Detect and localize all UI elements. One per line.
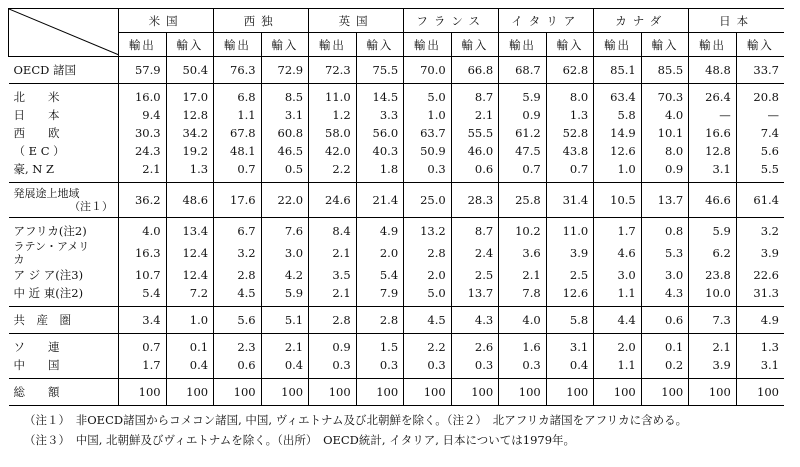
value-cell: 5.9 [499,84,547,107]
row-label [9,240,119,266]
row-label: 豪, N Z [13,162,55,176]
value-cell: 1.7 [119,356,167,379]
value-cell: 12.8 [689,142,737,160]
value-cell: 72.9 [261,57,309,84]
value-cell: 2.8 [309,307,357,334]
value-cell: 0.6 [641,307,689,334]
value-cell: 61.2 [499,124,547,142]
value-cell: 4.9 [356,218,404,241]
diagonal-line [9,9,119,55]
value-cell: 3.9 [736,240,784,266]
value-cell: 10.2 [499,218,547,241]
value-cell: 7.8 [499,284,547,307]
value-cell: 1.3 [736,334,784,357]
value-cell: 63.4 [594,84,642,107]
import-header: 輸入 [546,33,594,57]
value-cell: 33.7 [736,57,784,84]
value-cell: 1.3 [546,106,594,124]
value-cell: 21.4 [356,183,404,218]
import-header: 輸入 [261,33,309,57]
value-cell: 1.0 [166,307,214,334]
value-cell: 3.6 [499,240,547,266]
value-cell: 13.7 [641,183,689,218]
value-cell: 13.2 [404,218,452,241]
value-cell: 0.3 [404,356,452,379]
value-cell: 3.2 [214,240,262,266]
value-cell: 70.0 [404,57,452,84]
value-cell: 2.1 [309,284,357,307]
value-cell: 100 [641,379,689,406]
value-cell: 42.0 [309,142,357,160]
value-cell: 5.8 [594,106,642,124]
value-cell: 7.9 [356,284,404,307]
value-cell: 48.1 [214,142,262,160]
value-cell: 2.6 [451,334,499,357]
value-cell: 13.7 [451,284,499,307]
value-cell: 100 [546,379,594,406]
value-cell: 8.0 [546,84,594,107]
trade-share-table [8,8,784,406]
value-cell: 100 [166,379,214,406]
value-cell: 2.1 [119,160,167,183]
value-cell: 7.2 [166,284,214,307]
value-cell: 52.8 [546,124,594,142]
value-cell: 63.7 [404,124,452,142]
row-label: 北 米 [9,84,119,107]
table-row [9,266,785,284]
value-cell: 100 [404,379,452,406]
value-cell: 1.6 [499,334,547,357]
value-cell: 5.0 [404,284,452,307]
value-cell: 16.0 [119,84,167,107]
row-label-line2: （注１） [69,200,114,213]
value-cell: 2.4 [451,240,499,266]
table-row [9,218,785,241]
table-row [9,84,785,107]
value-cell: 4.4 [594,307,642,334]
country-header: カナダ [594,9,689,33]
import-header: 輸入 [356,33,404,57]
corner-cell [9,9,119,57]
value-cell: 66.8 [451,57,499,84]
value-cell: 10.0 [689,284,737,307]
value-cell: 100 [689,379,737,406]
value-cell: 1.1 [214,106,262,124]
value-cell: 0.4 [546,356,594,379]
value-cell: 60.8 [261,124,309,142]
row-label: 西 欧 [13,126,60,140]
value-cell: 2.8 [214,266,262,284]
value-cell: 2.8 [356,307,404,334]
value-cell: 85.1 [594,57,642,84]
value-cell: 12.4 [166,266,214,284]
row-label: 共 産 圏 [9,307,119,334]
value-cell: 0.3 [404,160,452,183]
value-cell: 100 [736,379,784,406]
table-body [9,57,785,406]
value-cell: 1.2 [309,106,357,124]
value-cell: 2.0 [594,334,642,357]
table-row [9,124,785,142]
table-row [9,183,785,218]
value-cell: 8.5 [261,84,309,107]
export-header: 輸出 [594,33,642,57]
value-cell: 72.3 [309,57,357,84]
value-cell: 3.5 [309,266,357,284]
value-cell: 100 [594,379,642,406]
value-cell: 8.7 [451,84,499,107]
value-cell: 4.5 [214,284,262,307]
export-header: 輸出 [499,33,547,57]
export-header: 輸出 [214,33,262,57]
value-cell: 11.0 [309,84,357,107]
value-cell: 0.8 [641,218,689,241]
value-cell: 13.4 [166,218,214,241]
value-cell: 2.1 [451,106,499,124]
value-cell: 100 [214,379,262,406]
value-cell: — [689,106,737,124]
value-cell: — [736,106,784,124]
value-cell: 17.0 [166,84,214,107]
value-cell: 2.1 [499,266,547,284]
value-cell: 22.0 [261,183,309,218]
value-cell: 47.5 [499,142,547,160]
value-cell: 46.6 [689,183,737,218]
value-cell: 2.5 [546,266,594,284]
value-cell: 31.3 [736,284,784,307]
value-cell: 4.6 [594,240,642,266]
table-row [9,142,785,160]
country-header: イタリア [499,9,594,33]
value-cell: 46.0 [451,142,499,160]
value-cell: 0.1 [166,334,214,357]
table-row [9,356,785,379]
value-cell: 0.2 [641,356,689,379]
value-cell: 3.0 [641,266,689,284]
value-cell: 100 [451,379,499,406]
value-cell: 10.7 [119,266,167,284]
value-cell: 4.9 [736,307,784,334]
value-cell: 16.3 [119,240,167,266]
value-cell: 2.2 [404,334,452,357]
value-cell: 5.6 [736,142,784,160]
value-cell: 8.0 [641,142,689,160]
value-cell: 5.3 [641,240,689,266]
value-cell: 8.4 [309,218,357,241]
value-cell: 55.5 [451,124,499,142]
country-header: フランス [404,9,499,33]
value-cell: 75.5 [356,57,404,84]
row-label: ア ジ ア(注3) [13,268,84,282]
io-header-row [9,33,785,57]
value-cell: 5.6 [214,307,262,334]
value-cell: 2.0 [356,240,404,266]
value-cell: 68.7 [499,57,547,84]
value-cell: 3.1 [261,106,309,124]
table-row [9,284,785,307]
table-row [9,240,785,266]
value-cell: 46.5 [261,142,309,160]
row-label: アフリカ(注2) [9,218,119,241]
value-cell: 0.5 [261,160,309,183]
value-cell: 1.1 [594,284,642,307]
value-cell: 100 [309,379,357,406]
value-cell: 6.8 [214,84,262,107]
row-label: 総 額 [9,379,119,406]
value-cell: 24.6 [309,183,357,218]
value-cell: 31.4 [546,183,594,218]
value-cell: 3.1 [689,160,737,183]
value-cell: 0.9 [641,160,689,183]
value-cell: 0.7 [546,160,594,183]
value-cell: 4.3 [451,307,499,334]
value-cell: 2.0 [404,266,452,284]
row-label [9,183,119,218]
footnote-line: （注３） 中国, 北朝鮮及びヴィエトナムを除く。（出所） OECD統計, イタリア, 日本については1979年。 [24,433,576,447]
country-header-row [9,9,785,33]
value-cell: 16.6 [689,124,737,142]
export-header: 輸出 [309,33,357,57]
value-cell: 2.1 [689,334,737,357]
value-cell: 12.6 [594,142,642,160]
row-label: OECD 諸国 [9,57,119,84]
row-label: ソ 連 [9,334,119,357]
table-row [9,379,785,406]
value-cell: 0.7 [214,160,262,183]
value-cell: 0.7 [119,334,167,357]
table-row [9,57,785,84]
value-cell: 50.4 [166,57,214,84]
value-cell: 34.2 [166,124,214,142]
value-cell: 40.3 [356,142,404,160]
value-cell: 5.8 [546,307,594,334]
value-cell: 0.4 [166,356,214,379]
value-cell: 67.8 [214,124,262,142]
value-cell: 4.5 [404,307,452,334]
value-cell: 4.0 [119,218,167,241]
value-cell: 4.0 [499,307,547,334]
row-label-line2: カ [13,253,25,266]
value-cell: 12.8 [166,106,214,124]
value-cell: 9.4 [119,106,167,124]
value-cell: 100 [261,379,309,406]
value-cell: 100 [119,379,167,406]
value-cell: 3.9 [689,356,737,379]
value-cell: 1.3 [166,160,214,183]
value-cell: 11.0 [546,218,594,241]
value-cell: 5.9 [261,284,309,307]
value-cell: 5.4 [356,266,404,284]
value-cell: 5.1 [261,307,309,334]
value-cell: 10.1 [641,124,689,142]
value-cell: 2.2 [309,160,357,183]
value-cell: 12.4 [166,240,214,266]
table-row [9,307,785,334]
value-cell: 5.5 [736,160,784,183]
import-header: 輸入 [641,33,689,57]
value-cell: 1.5 [356,334,404,357]
value-cell: 0.3 [309,356,357,379]
value-cell: 3.0 [261,240,309,266]
value-cell: 76.3 [214,57,262,84]
value-cell: 17.6 [214,183,262,218]
value-cell: 48.6 [166,183,214,218]
value-cell: 22.6 [736,266,784,284]
value-cell: 3.0 [594,266,642,284]
value-cell: 28.3 [451,183,499,218]
value-cell: 3.2 [736,218,784,241]
value-cell: 3.4 [119,307,167,334]
value-cell: 0.3 [356,356,404,379]
value-cell: 25.0 [404,183,452,218]
value-cell: 20.8 [736,84,784,107]
row-label-line1: 発展途上地域 [13,187,80,200]
table-row [9,160,785,183]
value-cell: 7.6 [261,218,309,241]
import-header: 輸入 [736,33,784,57]
value-cell: 57.9 [119,57,167,84]
row-label: 中 国 [13,358,60,372]
import-header: 輸入 [166,33,214,57]
value-cell: 0.7 [499,160,547,183]
value-cell: 0.3 [499,356,547,379]
value-cell: 6.7 [214,218,262,241]
value-cell: 0.6 [214,356,262,379]
import-header: 輸入 [451,33,499,57]
value-cell: 1.8 [356,160,404,183]
row-label: 日 本 [13,108,60,122]
value-cell: 2.1 [261,334,309,357]
value-cell: 0.3 [451,356,499,379]
table-row [9,106,785,124]
value-cell: 58.0 [309,124,357,142]
country-header: 日本 [689,9,784,33]
value-cell: 5.4 [119,284,167,307]
value-cell: 5.9 [689,218,737,241]
value-cell: 0.9 [499,106,547,124]
value-cell: 1.0 [594,160,642,183]
value-cell: 14.9 [594,124,642,142]
value-cell: 7.4 [736,124,784,142]
export-header: 輸出 [119,33,167,57]
value-cell: 6.2 [689,240,737,266]
country-header: 西独 [214,9,309,33]
value-cell: 56.0 [356,124,404,142]
value-cell: 25.8 [499,183,547,218]
value-cell: 0.6 [451,160,499,183]
value-cell: 100 [499,379,547,406]
value-cell: 36.2 [119,183,167,218]
value-cell: 5.0 [404,84,452,107]
value-cell: 3.3 [356,106,404,124]
table-row [9,334,785,357]
value-cell: 3.1 [736,356,784,379]
value-cell: 50.9 [404,142,452,160]
value-cell: 14.5 [356,84,404,107]
value-cell: 1.1 [594,356,642,379]
value-cell: 4.0 [641,106,689,124]
value-cell: 0.1 [641,334,689,357]
value-cell: 100 [356,379,404,406]
value-cell: 30.3 [119,124,167,142]
value-cell: 1.7 [594,218,642,241]
value-cell: 8.7 [451,218,499,241]
value-cell: 2.1 [309,240,357,266]
value-cell: 2.3 [214,334,262,357]
value-cell: 85.5 [641,57,689,84]
country-header: 米国 [119,9,214,33]
value-cell: 7.3 [689,307,737,334]
value-cell: 3.9 [546,240,594,266]
value-cell: 0.9 [309,334,357,357]
value-cell: 2.8 [404,240,452,266]
value-cell: 19.2 [166,142,214,160]
value-cell: 12.6 [546,284,594,307]
value-cell: 1.0 [404,106,452,124]
value-cell: 24.3 [119,142,167,160]
row-label: 中 近 東(注2) [13,286,84,300]
row-label-line1: ラテン・アメリ [13,240,90,253]
value-cell: 3.1 [546,334,594,357]
value-cell: 23.8 [689,266,737,284]
export-header: 輸出 [689,33,737,57]
footnote-line: （注１） 非OECD諸国からコメコン諸国, 中国, ヴィエトナム及び北朝鮮を除く。（注２） 北アフリカ諸国をアフリカに含める。 [24,413,688,427]
value-cell: 43.8 [546,142,594,160]
footnotes [24,410,687,450]
value-cell: 4.3 [641,284,689,307]
row-label: （ E C ） [13,144,65,158]
value-cell: 61.4 [736,183,784,218]
country-header: 英国 [309,9,404,33]
export-header: 輸出 [404,33,452,57]
value-cell: 26.4 [689,84,737,107]
value-cell: 70.3 [641,84,689,107]
value-cell: 0.4 [261,356,309,379]
value-cell: 4.2 [261,266,309,284]
value-cell: 2.5 [451,266,499,284]
value-cell: 10.5 [594,183,642,218]
value-cell: 48.8 [689,57,737,84]
value-cell: 62.8 [546,57,594,84]
